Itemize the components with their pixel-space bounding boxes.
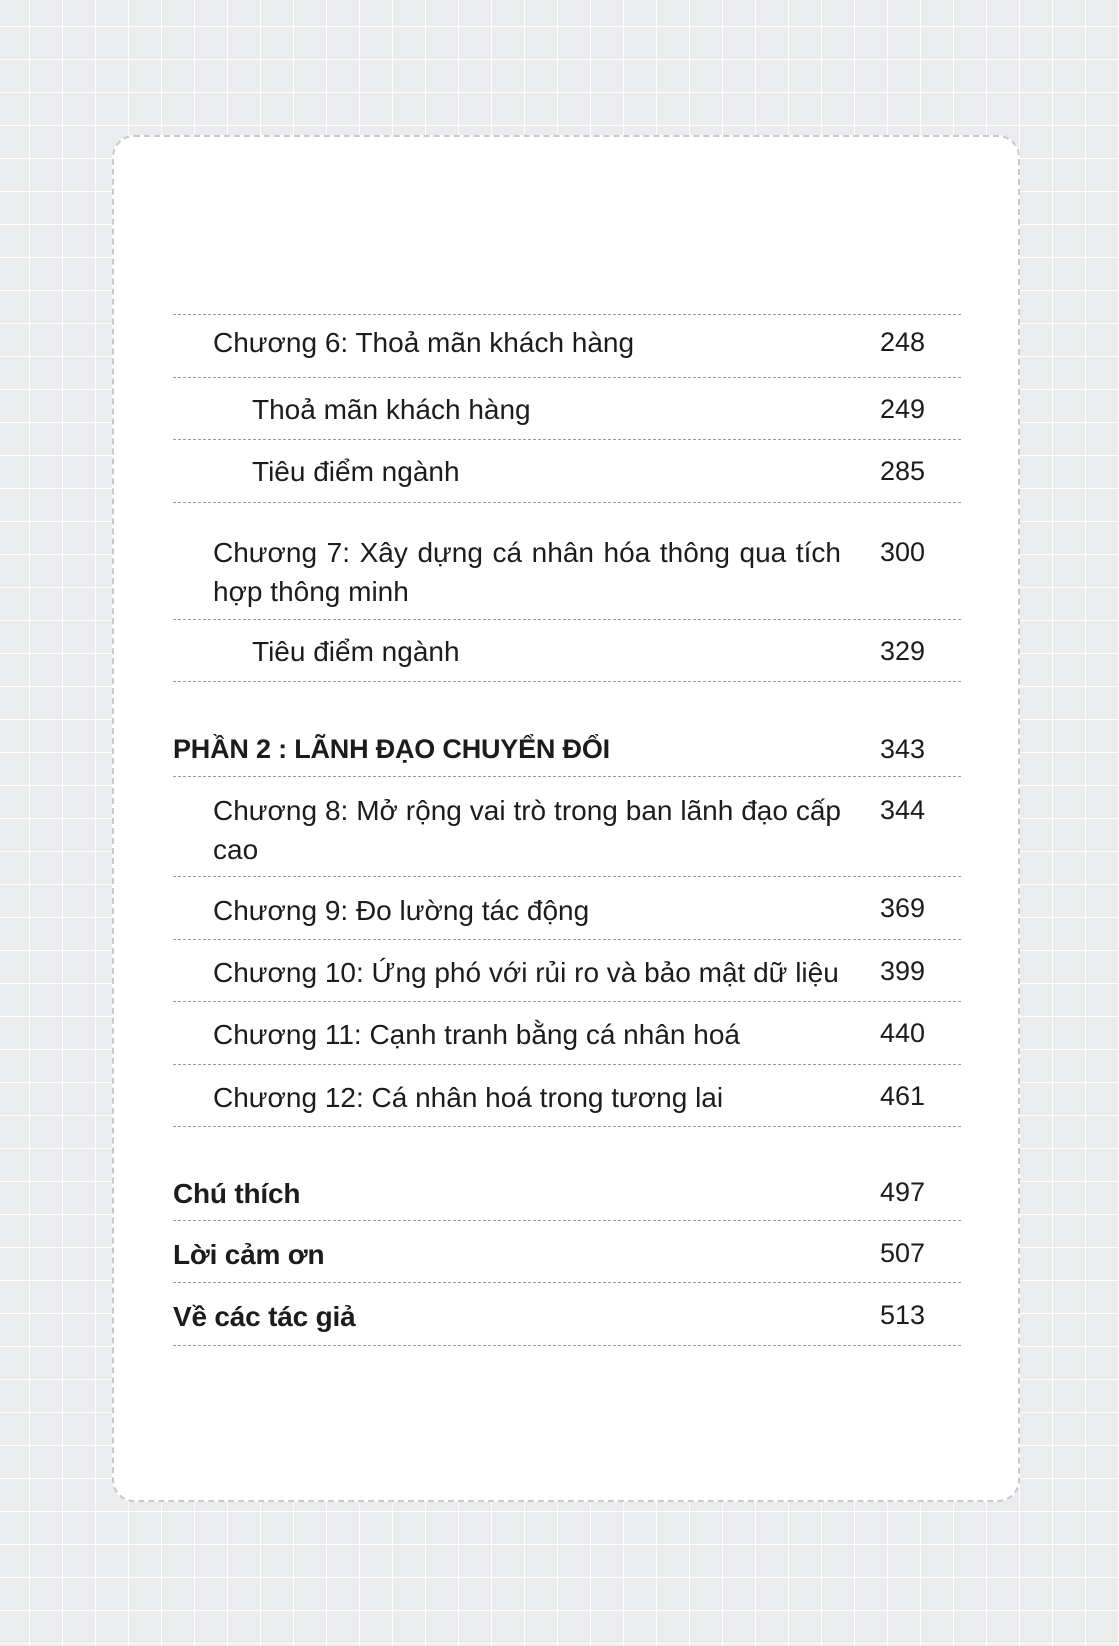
toc-entry-acknowledgements[interactable] (173, 1221, 961, 1283)
toc-entry-industry-focus-1[interactable] (173, 440, 961, 503)
toc-entry-page: 344 (879, 795, 925, 825)
toc-entry-page: 249 (879, 394, 925, 424)
toc-entry-title: Chương 11: Cạnh tranh bằng cá nhân hoá (213, 1019, 740, 1050)
toc-entry-title: Về các tác giả (173, 1301, 356, 1332)
toc-entry-chapter-9[interactable] (173, 877, 961, 940)
toc-entry-title: Chú thích (173, 1178, 301, 1209)
toc-entry-title: Tiêu điểm ngành (252, 456, 460, 487)
toc-entry-about-authors[interactable] (173, 1283, 961, 1346)
toc-entry-title: Chương 12: Cá nhân hoá trong tương lai (213, 1082, 724, 1113)
toc-entry-chapter-8[interactable] (173, 777, 961, 877)
toc-entry-page: 440 (879, 1018, 925, 1048)
toc-entry-customer-satisfaction[interactable] (173, 378, 961, 440)
toc-entry-title: Chương 6: Thoả mãn khách hàng (213, 327, 635, 358)
toc-entry-page: 343 (879, 734, 925, 764)
toc-entry-chapter-10[interactable] (173, 940, 961, 1002)
toc-entry-title: Chương 9: Đo lường tác động (213, 895, 590, 926)
toc-entry-page: 369 (879, 893, 925, 923)
table-of-contents (173, 314, 961, 1346)
toc-entry-title: Thoả mãn khách hàng (252, 394, 531, 425)
toc-entry-title: Tiêu điểm ngành (252, 636, 460, 667)
toc-entry-chapter-12[interactable] (173, 1065, 961, 1127)
toc-entry-title: Chương 10: Ứng phó với rủi ro và bảo mật dữ liệu (213, 957, 839, 988)
toc-entry-page: 461 (879, 1081, 925, 1111)
toc-entry-chapter-7[interactable] (173, 503, 961, 620)
toc-entry-page: 300 (879, 537, 925, 567)
toc-entry-chapter-11[interactable] (173, 1002, 961, 1065)
toc-entry-title: Chương 7: Xây dựng cá nhân hóa thông qua tích hợp thông minh (213, 537, 841, 607)
toc-entry-page: 497 (879, 1177, 925, 1207)
toc-entry-title: PHẦN 2 : LÃNH ĐẠO CHUYỂN ĐỔI (173, 734, 610, 764)
toc-entry-page: 513 (879, 1300, 925, 1330)
toc-entry-page: 507 (879, 1238, 925, 1268)
toc-entry-industry-focus-2[interactable] (173, 620, 961, 682)
toc-entry-page: 285 (879, 456, 925, 486)
toc-entry-title: Chương 8: Mở rộng vai trò trong ban lãnh đạo cấp cao (213, 795, 841, 865)
toc-entry-title: Lời cảm ơn (173, 1239, 325, 1270)
toc-entry-page: 329 (879, 636, 925, 666)
toc-entry-notes[interactable] (173, 1127, 961, 1221)
toc-entry-chapter-6[interactable] (173, 315, 961, 378)
toc-entry-page: 399 (879, 956, 925, 986)
toc-entry-part-2[interactable] (173, 682, 961, 777)
toc-entry-page: 248 (879, 327, 925, 357)
